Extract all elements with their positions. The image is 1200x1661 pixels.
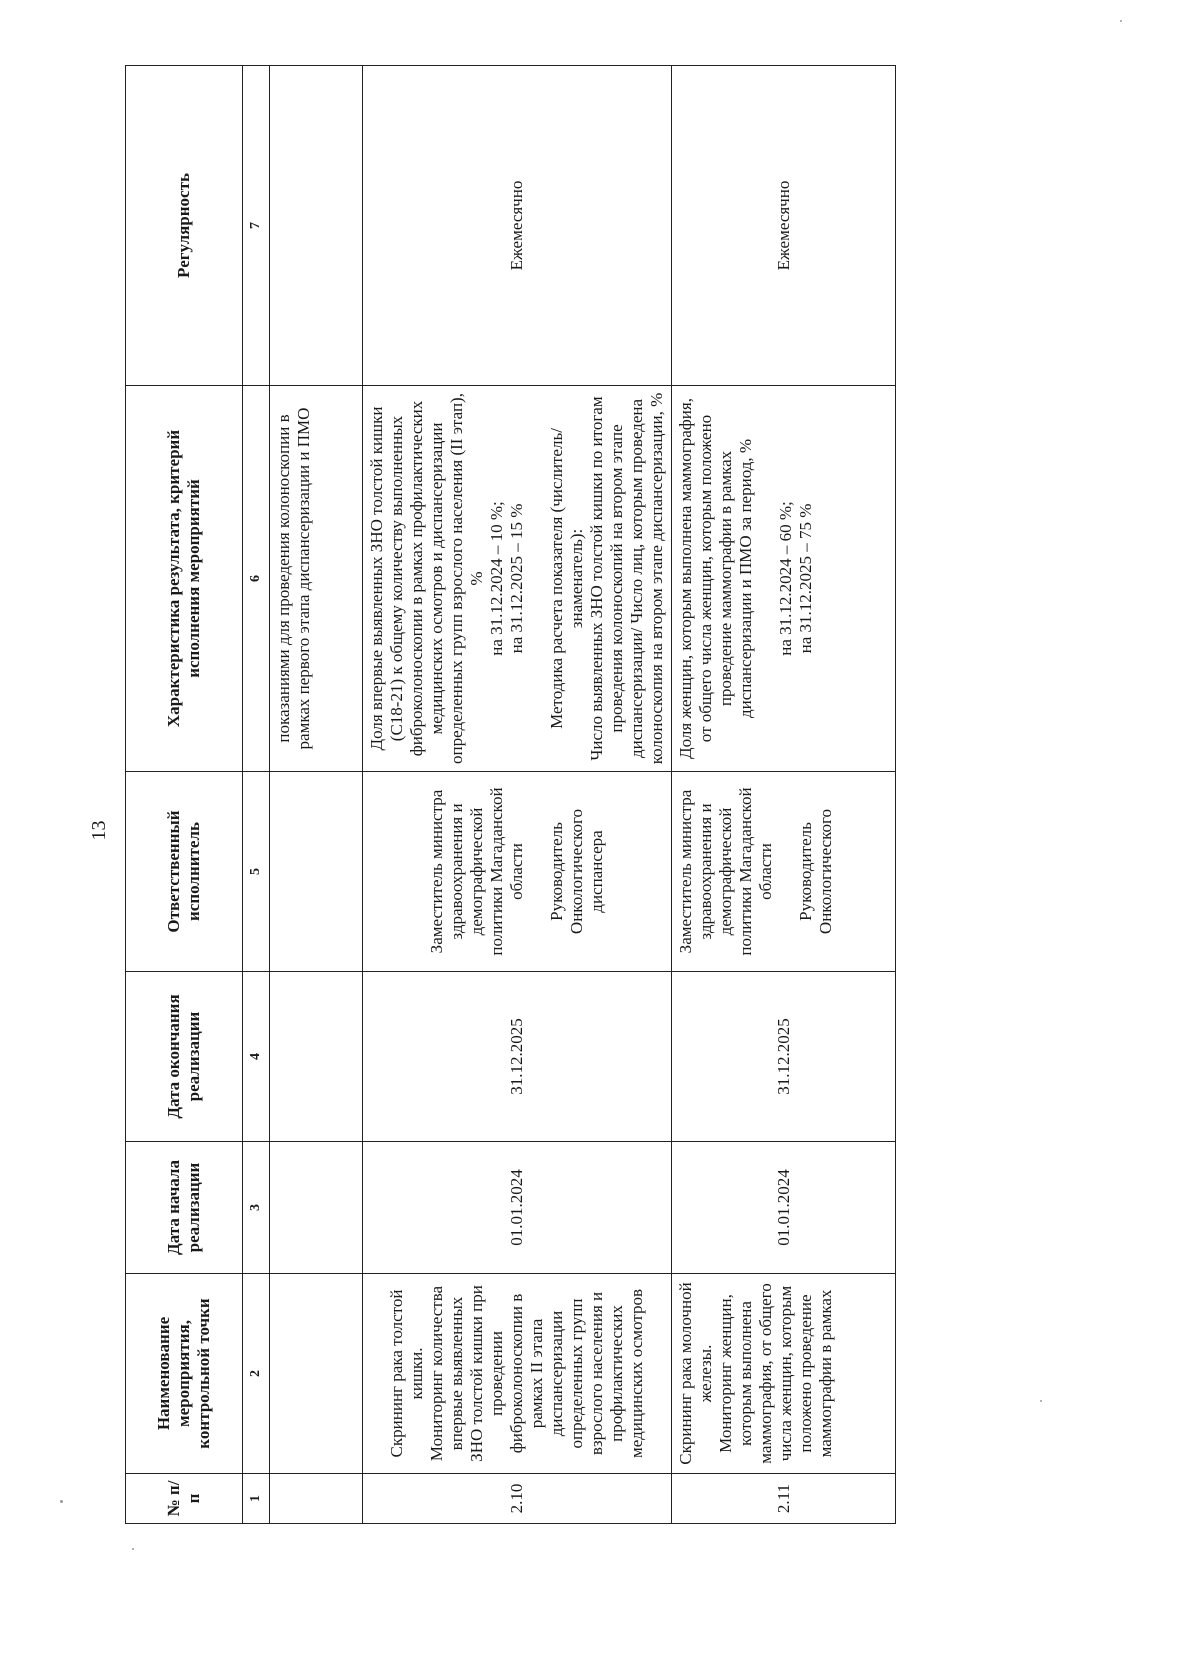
table-row [672,66,896,1524]
result-characteristic [672,386,896,772]
column-number: 3 [243,1142,270,1274]
spacer [756,391,776,766]
spacer [527,777,547,966]
row-number: 2.11 [672,1474,896,1524]
column-number-row [243,66,270,1524]
header-num: № п/п [126,1474,243,1524]
regularity: Ежемесячно [363,66,672,386]
result-characteristic [363,386,672,772]
column-number: 2 [243,1274,270,1474]
header-result: Характеристика результата, критерий исполнения мероприятий [126,386,243,772]
spacer [527,391,547,766]
table-row [363,66,672,1524]
action-plan-table [125,65,896,1524]
event-name: Скрининг рака толстой кишки. Мониторинг количества впервые выявленных ЗНО толстой кишки при проведении фиброколоноскопии в рамках II этапа диспансеризации определенных групп взрослого населения и профилактических медицинских осмотров [363,1274,672,1474]
end-date: 31.12.2025 [672,972,896,1142]
responsible-oncology-head: Руководитель Онкологического диспансера [547,808,606,935]
continued-result-text: показаниями для проведения колоноскопии в рамках первого этапа диспансеризации и ПМО [270,386,363,772]
table-cell [270,772,363,972]
header-row [126,66,243,1524]
result-indicator: Доля впервые выявленных ЗНО толстой кишки (С18-21) к общему количеству выполненных фиброколоноскопии в рамках профилактических медицинских осмотров и диспансеризации определенных групп взрослого населения (II этап), % на 31.12.2024 – 10 %; на 31.12.2025 – 15 % [367,393,526,764]
header-start-date: Дата начала реализации [126,1142,243,1274]
column-number: 1 [243,1474,270,1524]
result-indicator: Доля женщин, которым выполнена маммография, от общего числа женщин, которым положено проведение маммографии в рамках диспансеризации и ПМО за период, % [676,398,755,759]
column-number: 4 [243,972,270,1142]
continuation-row [270,66,363,1524]
header-end-date: Дата окончания реализации [126,972,243,1142]
column-number: 6 [243,386,270,772]
start-date: 01.01.2024 [672,1142,896,1274]
header-responsible: Ответственный исполнитель [126,772,243,972]
table-cell [270,1474,363,1524]
responsible-deputy-minister: Заместитель министра здравоохранения и демографической политики Магаданской области [427,787,526,956]
page-number: 13 [88,820,110,841]
header-regularity: Регулярность [126,66,243,386]
spacer [776,777,796,966]
event-name: Скрининг рака молочной железы. Мониторинг женщин, которым выполнена маммография, от общего числа женщин, которым положено проведение маммографии в рамках [672,1274,896,1474]
table-cell [270,972,363,1142]
responsible-executor [363,772,672,972]
table-cell [270,1142,363,1274]
responsible-executor [672,772,896,972]
header-name: Наименование мероприятия, контрольной точки [126,1274,243,1474]
result-methodology: Методика расчета показателя (числитель/знаменатель): Число выявленных ЗНО толстой кишки по итогам проведения колоноскопий на втором этапе диспансеризации/ Число лиц, которым проведена колоноскопия на втором этапе диспансеризации, % [547,392,666,765]
table-cell [270,1274,363,1474]
column-number: 7 [243,66,270,386]
responsible-deputy-minister: Заместитель министра здравоохранения и демографической политики Магаданской области [676,787,775,956]
end-date: 31.12.2025 [363,972,672,1142]
regularity: Ежемесячно [672,66,896,386]
result-targets: на 31.12.2024 – 60 %; на 31.12.2025 – 75 % [776,501,815,656]
responsible-oncology-head: Руководитель Онкологического [796,808,835,935]
column-number: 5 [243,772,270,972]
table-cell [270,66,363,386]
row-number: 2.10 [363,1474,672,1524]
start-date: 01.01.2024 [363,1142,672,1274]
